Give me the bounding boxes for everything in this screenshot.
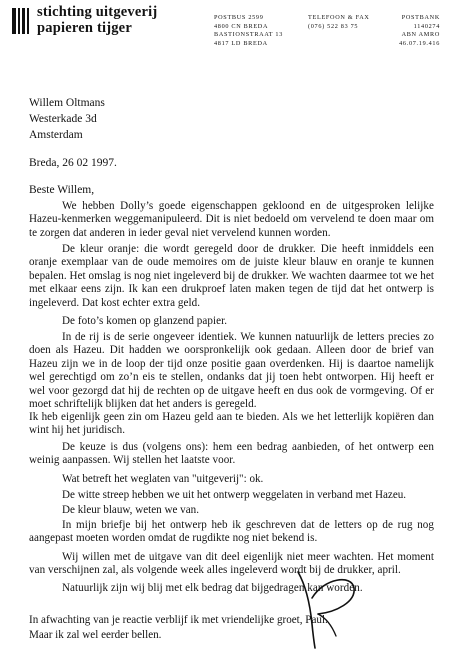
- recipient-address: [29, 95, 105, 143]
- publisher-name: [37, 4, 157, 36]
- paragraph: Ik heb eigenlijk geen zin om Hazeu geld aan te bieden. Als we het letterlijk kopiëren dan wint hij het juridisch.: [29, 411, 434, 437]
- closing-line: Maar ik zal wel eerder bellen.: [29, 629, 162, 641]
- phone-number: (076) 522 83 75: [308, 22, 359, 30]
- list-item: De witte streep hebben we uit het ontwerp weggelaten in verband met Hazeu.: [62, 489, 407, 501]
- paragraph: We hebben Dolly’s goede eigenschappen gekloond en de uitgesproken lelijke Hazeu-kenmerken weggemanipuleerd. Dit is niet bedoeld om vervelend te doen maar om te zorgen dat anderen in ieder geval niet vervelend kunnen worden.: [29, 200, 434, 239]
- publisher-logo-icon: [12, 8, 30, 34]
- address-line: 4800 CN BREDA: [214, 22, 269, 30]
- salutation: Beste Willem,: [29, 184, 95, 196]
- address-line: 4817 LD BREDA: [214, 39, 268, 47]
- paragraph: In de rij is de serie ongeveer identiek. We kunnen natuurlijk de letters precies zo doen als Hazeu. Dit hadden we oorspronkelijk ook gedaan. Alleen door de brief van Hazeu zijn we in de loop der tijd onze positie gaan overdenken. Hij is daartoe namelijk wel gerechtigd om zo’n eis te stellen, ondanks dat jij toen hebt ontworpen. Hij heeft er wel voor gezorgd dat hij de rechten op de uitgave heeft en dus ook de vormgeving. Of er moet schriftelijk blijken dat het anders is geregeld.: [29, 331, 434, 411]
- paragraph: De kleur oranje: die wordt geregeld door de drukker. Die heeft inmiddels een oranje exemplaar van de oude memoires om de juiste kleur blauw en oranje te kunnen bepalen. Het omslag is nog niet ingeleverd bij de drukker. We wachten daarmee tot we het met elkaar eens zijn. Ik kan een drukproef laten maken tegen de tijd dat het ontwerp is ingeleverd. Dat kost echter extra geld.: [29, 243, 434, 309]
- date-line: Breda, 26 02 1997.: [29, 157, 117, 169]
- paragraph: Wij willen met de uitgave van dit deel eigenlijk niet meer wachten. Het moment van verschijnen zal, als volgende week alles ingeleverd wordt bij de drukker, april.: [29, 551, 434, 577]
- bank-account: 46.07.19.416: [399, 39, 440, 47]
- letterhead-address: [214, 14, 283, 48]
- closing-line: In afwachting van je reactie verblijf ik met vriendelijke groet, Paul.: [29, 614, 328, 626]
- phone-label: TELEFOON & FAX: [308, 14, 370, 21]
- list-item: Wat betreft het weglaten van "uitgeverij": ok.: [62, 473, 264, 485]
- bank-name: ABN AMRO: [401, 31, 440, 39]
- address-line: POSTBUS 2599: [214, 14, 264, 21]
- paragraph: De foto’s komen op glanzend papier.: [62, 315, 228, 327]
- paragraph: De keuze is dus (volgens ons): hem een bedrag aanbieden, of het ontwerp een weinig aanpassen. Wij stellen het laatste voor.: [29, 441, 434, 467]
- handwritten-signature-icon: [292, 568, 362, 650]
- letterhead-phone: [308, 14, 370, 31]
- bank-number: 1140274: [413, 22, 440, 30]
- publisher-name-line1: stichting uitgeverij: [37, 4, 158, 20]
- bank-label: POSTBANK: [401, 14, 440, 21]
- recipient-name: Willem Oltmans: [29, 97, 105, 109]
- address-line: BASTIONSTRAAT 13: [214, 31, 284, 39]
- recipient-city: Amsterdam: [29, 129, 83, 141]
- paragraph: Natuurlijk zijn wij blij met elk bedrag dat bijgedragen kan worden.: [62, 582, 363, 594]
- list-item: De kleur blauw, weten we van.: [62, 504, 199, 516]
- paragraph: In mijn briefje bij het ontwerp heb ik geschreven dat de letters op de rug nog aangepast moeten worden omdat de rugdikte nog niet bekend is.: [29, 519, 434, 545]
- letterhead-bank: [399, 14, 440, 48]
- publisher-name-line2: papieren tijger: [37, 20, 132, 36]
- recipient-street: Westerkade 3d: [29, 113, 97, 125]
